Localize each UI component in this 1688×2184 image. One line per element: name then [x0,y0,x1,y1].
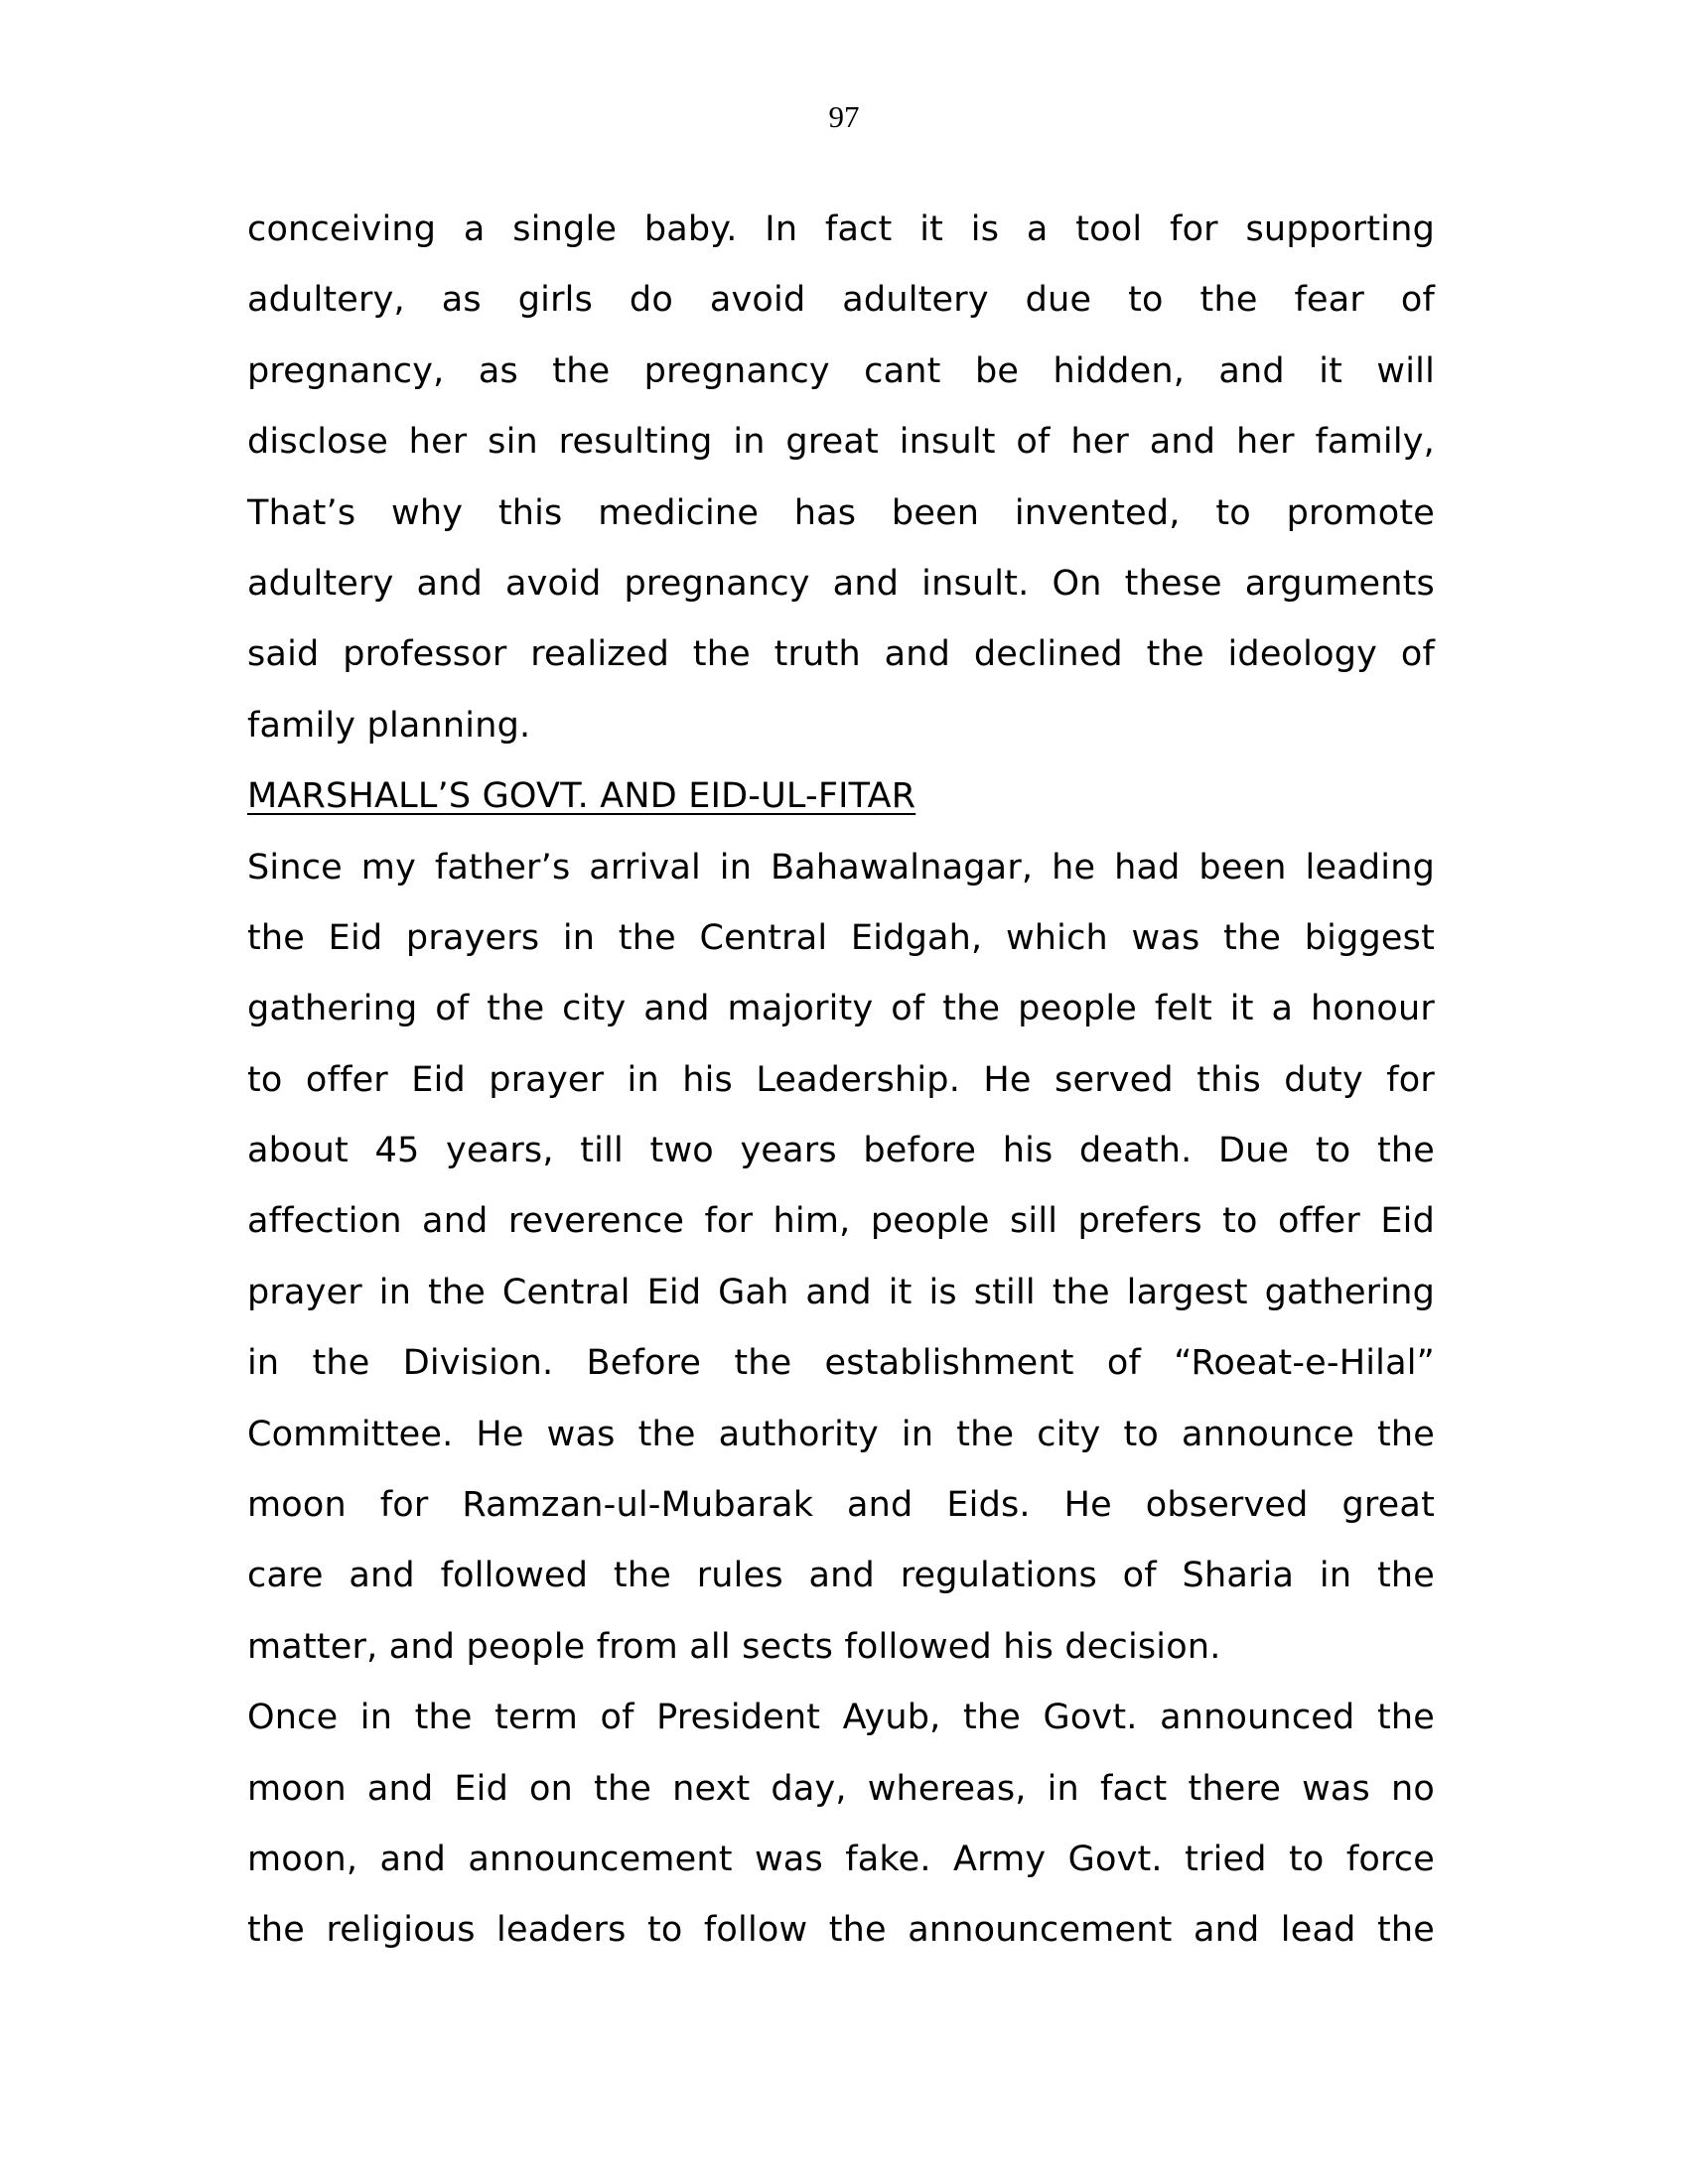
text-line: adultery, as girls do avoid adultery due to the fear of [247,280,1435,321]
text-line: said professor realized the truth and declined the ideology of [247,634,1435,675]
text-line: to offer Eid prayer in his Leadership. He served this duty for [247,1059,1435,1100]
text-line: Since my father’s arrival in Bahawalnagar, he had been leading [247,847,1435,887]
text-line: prayer in the Central Eid Gah and it is still the largest gathering [247,1272,1435,1312]
paragraph-family-planning [247,195,1435,761]
section-heading: MARSHALL’S GOVT. AND EID-UL-FITAR [247,776,916,817]
text-line: family planning. [247,705,531,746]
text-line: moon for Ramzan-ul-Mubarak and Eids. He observed great [247,1485,1435,1526]
text-line: Once in the term of President Ayub, the Govt. announced the [247,1698,1435,1738]
text-line: pregnancy, as the pregnancy cant be hidden, and it will [247,350,1435,391]
text-line: the religious leaders to follow the announcement and lead the [247,1910,1435,1951]
text-line: adultery and avoid pregnancy and insult. On these arguments [247,563,1435,604]
text-line: gathering of the city and majority of the people felt it a honour [247,989,1435,1029]
text-line: moon and Eid on the next day, whereas, in fact there was no [247,1768,1435,1809]
text-line: care and followed the rules and regulations of Sharia in the [247,1556,1435,1596]
text-line: the Eid prayers in the Central Eidgah, which was the biggest [247,917,1435,958]
body-text [247,195,1435,1967]
text-line: disclose her sin resulting in great insult of her and her family, [247,422,1435,463]
text-line: That’s why this medicine has been invented, to promote [247,492,1435,533]
text-line: affection and reverence for him, people sill prefers to offer Eid [247,1201,1435,1242]
text-line: conceiving a single baby. In fact it is a tool for supporting [247,209,1435,249]
text-line: matter, and people from all sects followed his decision. [247,1626,1221,1667]
page-number: 97 [828,99,860,134]
text-line: in the Division. Before the establishment of “Roeat-e-Hilal” [247,1343,1435,1384]
text-line: Committee. He was the authority in the city to announce the [247,1414,1435,1454]
paragraph-eid-prayers [247,833,1435,1684]
text-line: moon, and announcement was fake. Army Govt. tried to force [247,1839,1435,1879]
text-line: about 45 years, till two years before his death. Due to the [247,1131,1435,1171]
paragraph-president-ayub [247,1683,1435,1967]
